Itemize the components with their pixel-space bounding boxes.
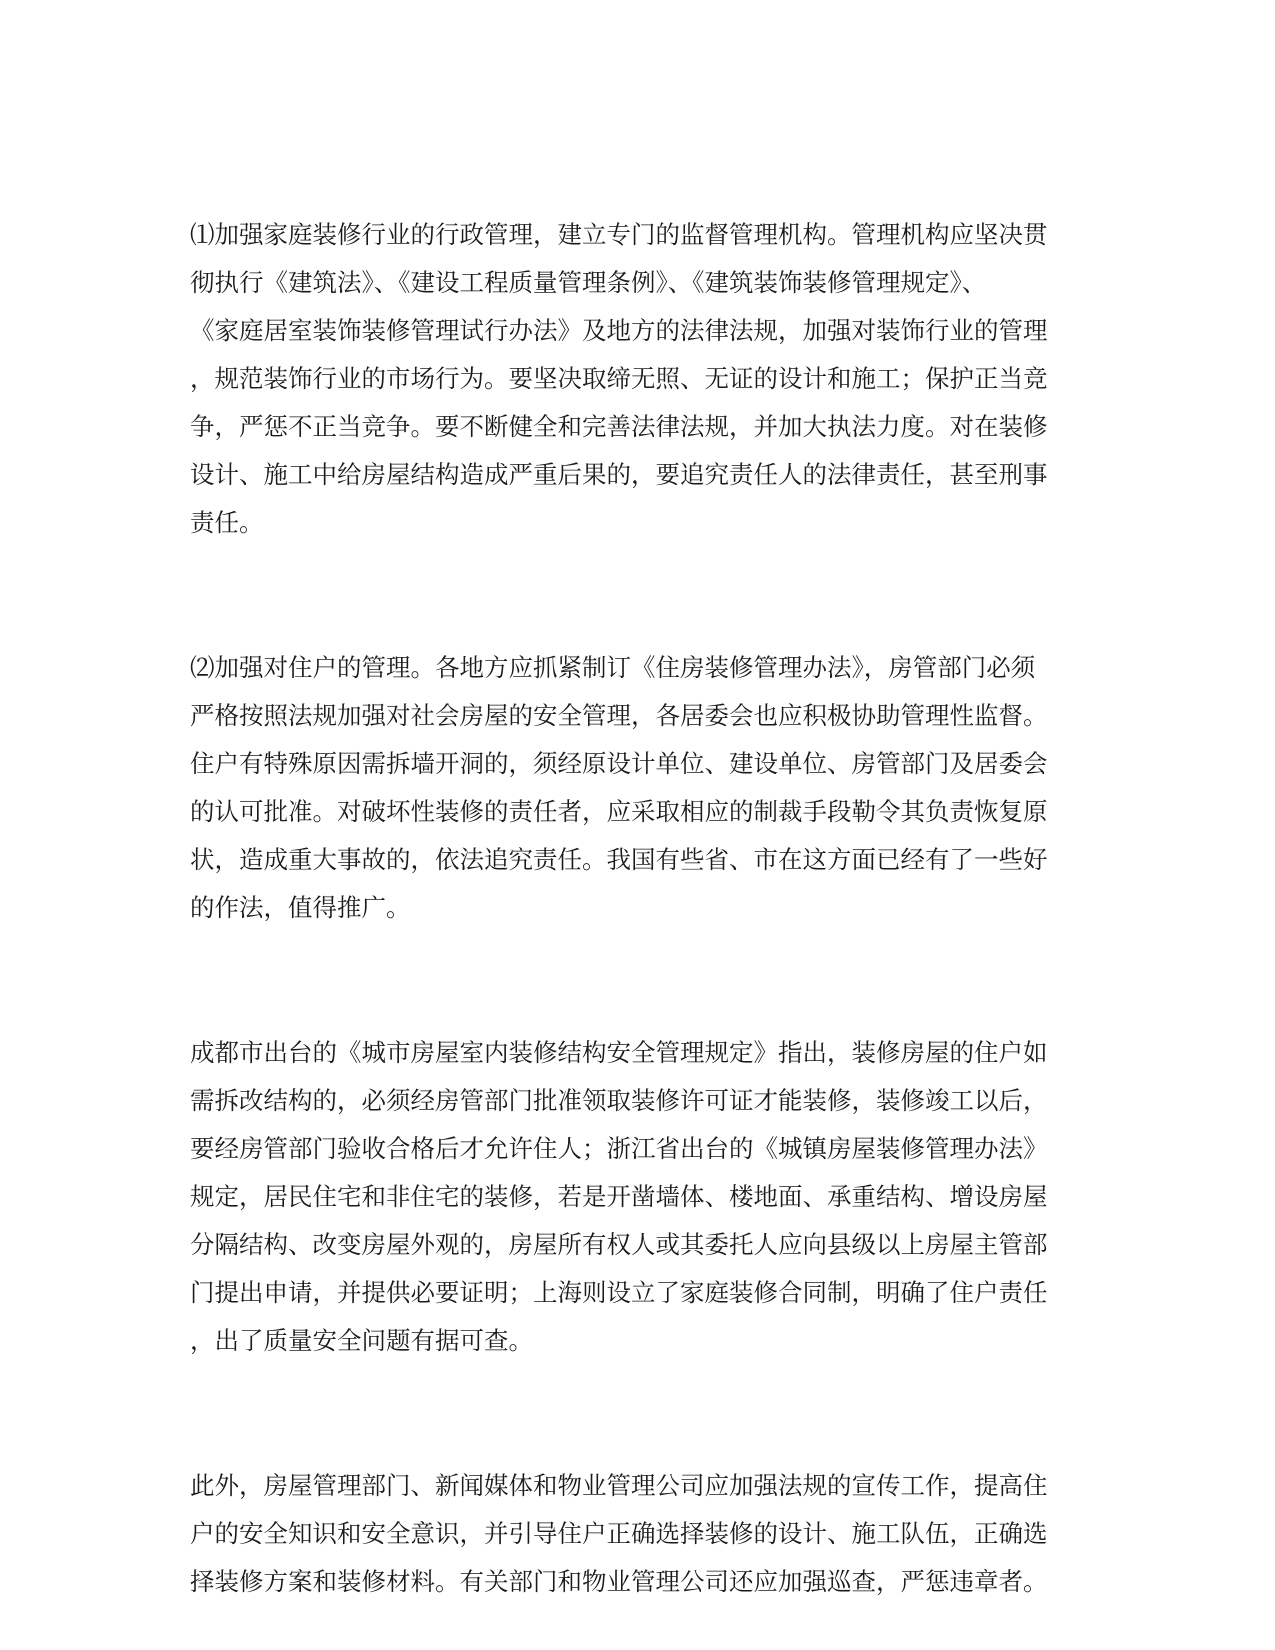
text-line: 的认可批准。对破坏性装修的责任者，应采取相应的制裁手段勒令其负责恢复原 xyxy=(190,797,1048,826)
document-body xyxy=(190,211,1080,1606)
text-line: 的作法，值得推广。 xyxy=(190,893,411,922)
text-line: 分隔结构、改变房屋外观的，房屋所有权人或其委托人应向县级以上房屋主管部 xyxy=(190,1230,1048,1259)
paragraph-3 xyxy=(190,1029,1080,1365)
text-line: 住户有特殊原因需拆墙开洞的，须经原设计单位、建设单位、房管部门及居委会 xyxy=(190,749,1048,778)
text-line: 户的安全知识和安全意识，并引导住户正确选择装修的设计、施工队伍，正确选 xyxy=(190,1519,1048,1548)
text-line: 《家庭居室装饰装修管理试行办法》及地方的法律法规，加强对装饰行业的管理 xyxy=(190,316,1048,345)
text-line: 规定，居民住宅和非住宅的装修，若是开凿墙体、楼地面、承重结构、增设房屋 xyxy=(190,1182,1048,1211)
text-line: ，出了质量安全问题有据可查。 xyxy=(190,1326,533,1355)
text-line: 门提出申请，并提供必要证明；上海则设立了家庭装修合同制，明确了住户责任 xyxy=(190,1278,1048,1307)
paragraph-1 xyxy=(190,211,1080,547)
text-line: 状，造成重大事故的，依法追究责任。我国有些省、市在这方面已经有了一些好 xyxy=(190,845,1048,874)
text-line: 严格按照法规加强对社会房屋的安全管理，各居委会也应积极协助管理性监督。 xyxy=(190,701,1048,730)
text-line: 彻执行《建筑法》、《建设工程质量管理条例》、《建筑装饰装修管理规定》、 xyxy=(190,268,987,297)
paragraph-spacer xyxy=(190,932,1080,1029)
text-line: 需拆改结构的，必须经房管部门批准领取装修许可证才能装修，装修竣工以后， xyxy=(190,1086,1048,1115)
text-line: 设计、施工中给房屋结构造成严重后果的，要追究责任人的法律责任，甚至刑事 xyxy=(190,460,1048,489)
text-line: 争，严惩不正当竞争。要不断健全和完善法律法规，并加大执法力度。对在装修 xyxy=(190,412,1048,441)
text-line: ⑴加强家庭装修行业的行政管理，建立专门的监督管理机构。管理机构应坚决贯 xyxy=(190,220,1048,249)
text-line: 成都市出台的《城市房屋室内装修结构安全管理规定》指出，装修房屋的住户如 xyxy=(190,1038,1048,1067)
paragraph-spacer xyxy=(190,1365,1080,1462)
text-line: 择装修方案和装修材料。有关部门和物业管理公司还应加强巡查，严惩违章者。 xyxy=(190,1567,1048,1596)
text-line: 此外，房屋管理部门、新闻媒体和物业管理公司应加强法规的宣传工作，提高住 xyxy=(190,1471,1048,1500)
paragraph-spacer xyxy=(190,547,1080,644)
text-line: ⑵加强对住户的管理。各地方应抓紧制订《住房装修管理办法》，房管部门必须 xyxy=(190,653,1036,682)
paragraph-4 xyxy=(190,1462,1080,1606)
paragraph-2 xyxy=(190,644,1080,932)
text-line: ，规范装饰行业的市场行为。要坚决取缔无照、无证的设计和施工；保护正当竞 xyxy=(190,364,1048,393)
text-line: 责任。 xyxy=(190,508,264,537)
text-line: 要经房管部门验收合格后才允许住人；浙江省出台的《城镇房屋装修管理办法》 xyxy=(190,1134,1048,1163)
